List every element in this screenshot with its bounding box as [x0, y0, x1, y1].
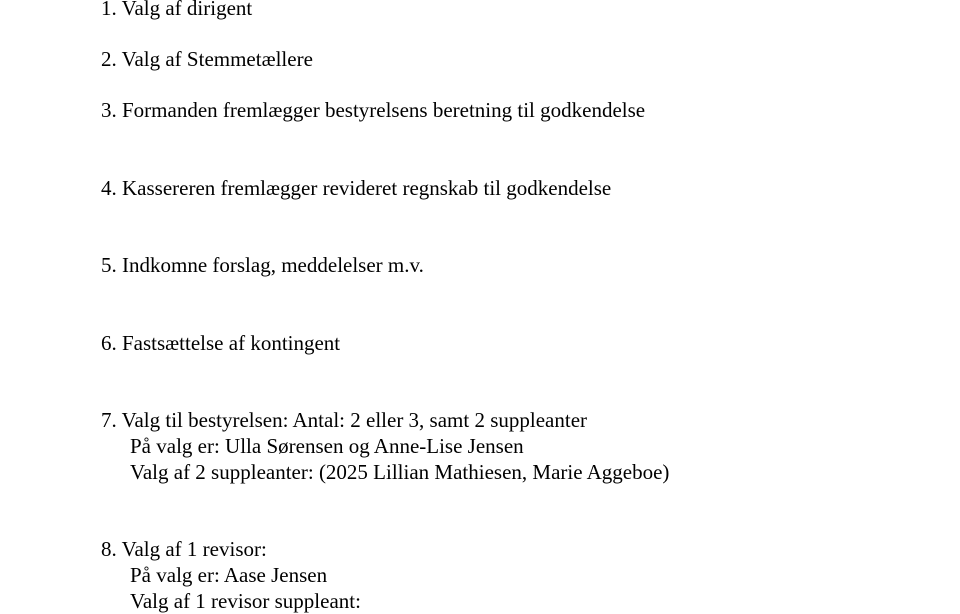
- agenda-item-text: 8. Valg af 1 revisor:: [101, 537, 267, 561]
- agenda-sub-line: Valg af 1 revisor suppleant:: [130, 589, 361, 613]
- agenda-item-1: [101, 0, 252, 21]
- agenda-item-3: [101, 97, 645, 123]
- agenda-item-6: [101, 330, 340, 356]
- agenda-item-text: 7. Valg til bestyrelsen: Antal: 2 eller 3, samt 2 suppleanter: [101, 408, 588, 432]
- agenda-item-5: [101, 252, 424, 278]
- agenda-item-8: [101, 536, 361, 614]
- agenda-item-7: [101, 407, 669, 485]
- agenda-item-text: 2. Valg af Stemmetællere: [101, 47, 313, 71]
- agenda-sub-line: Valg af 2 suppleanter: (2025 Lillian Mathiesen, Marie Aggeboe): [130, 460, 670, 484]
- agenda-item-4: [101, 175, 611, 201]
- agenda-item-text: 3. Formanden fremlægger bestyrelsens beretning til godkendelse: [101, 98, 646, 122]
- agenda-item-text: 6. Fastsættelse af kontingent: [101, 331, 341, 355]
- agenda-item-text: 1. Valg af dirigent: [101, 0, 253, 20]
- agenda-item-2: [101, 46, 313, 72]
- agenda-sub-line: På valg er: Ulla Sørensen og Anne-Lise Jensen: [130, 434, 524, 458]
- agenda-item-text: 5. Indkomne forslag, meddelelser m.v.: [101, 253, 424, 277]
- agenda-item-text: 4. Kassereren fremlægger revideret regnskab til godkendelse: [101, 176, 612, 200]
- agenda-sub-line: På valg er: Aase Jensen: [130, 563, 328, 587]
